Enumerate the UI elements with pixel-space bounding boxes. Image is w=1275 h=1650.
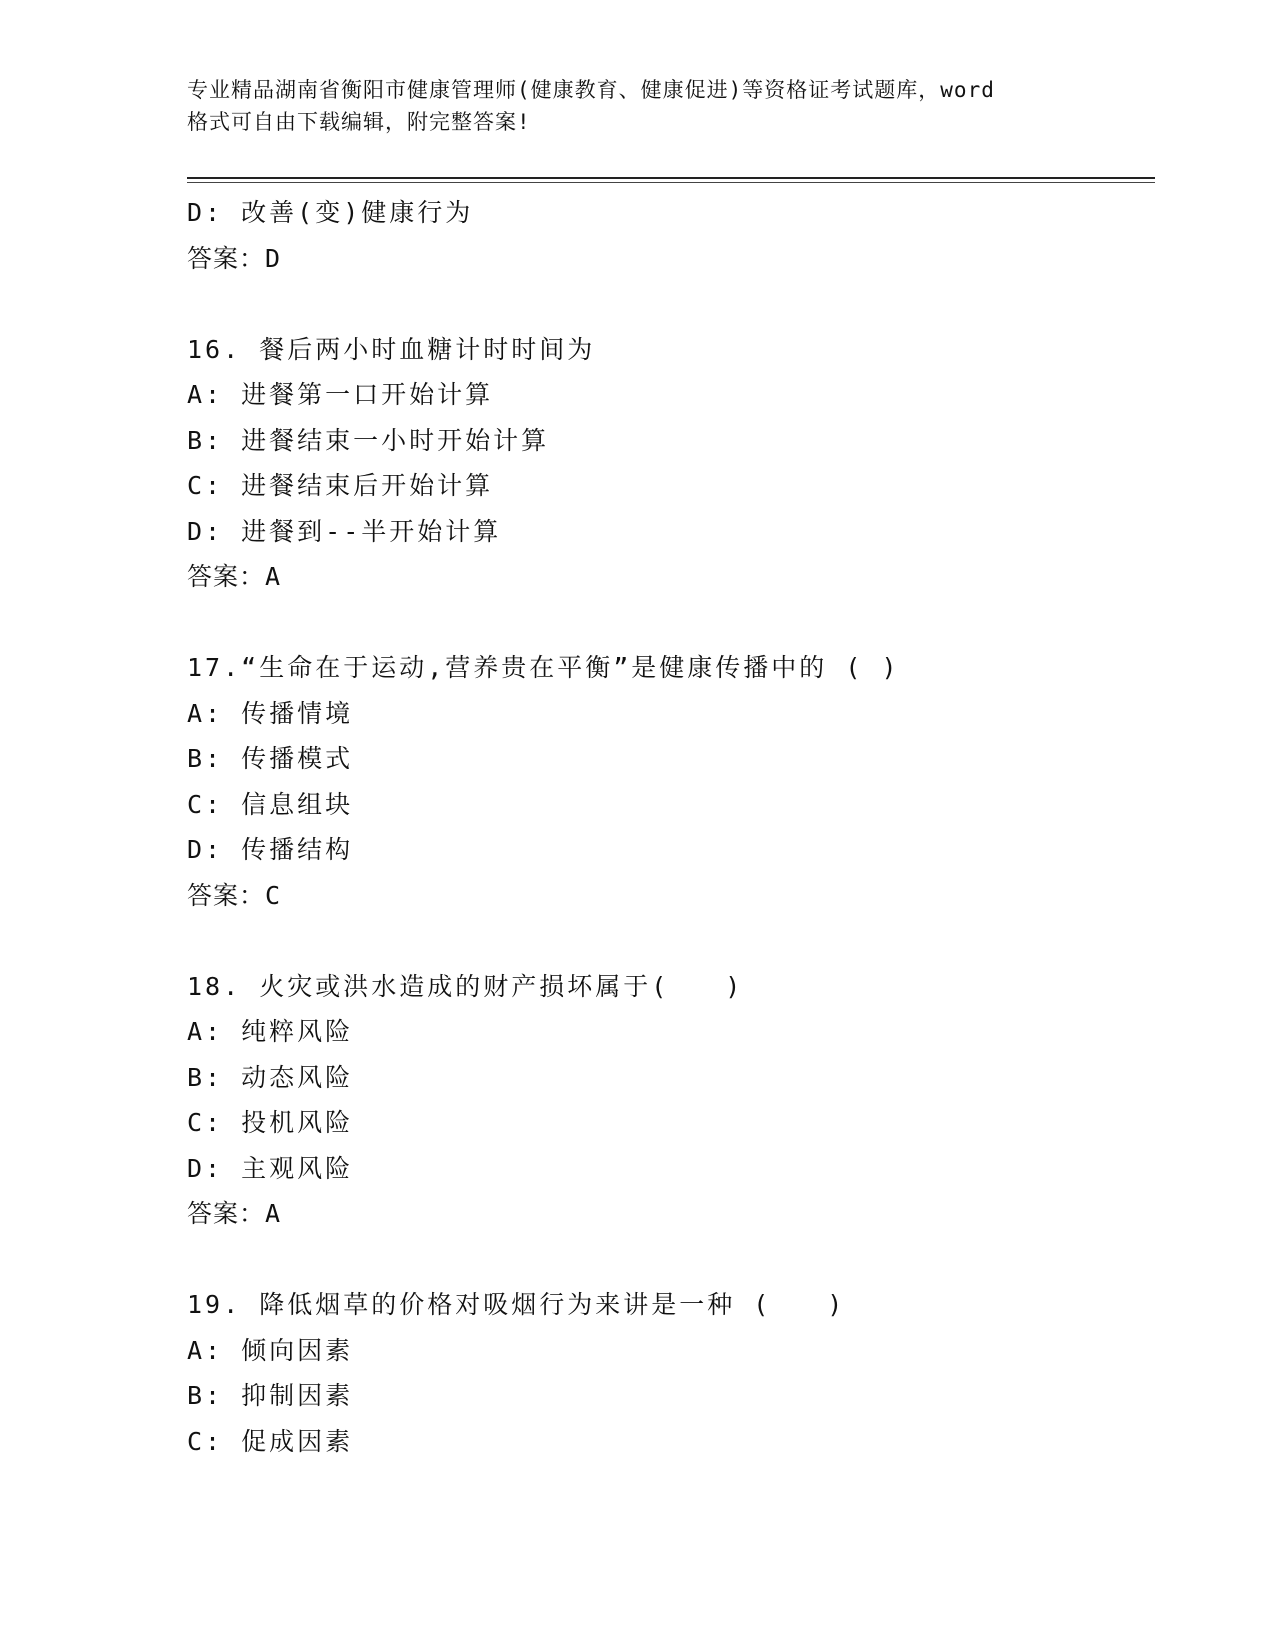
header-line-1: 专业精品湖南省衡阳市健康管理师(健康教育、健康促进)等资格证考试题库，word <box>187 78 995 102</box>
q16-option-a: A: 进餐第一口开始计算 <box>187 380 494 409</box>
spacer <box>187 1237 1155 1283</box>
q16-option-c: C: 进餐结束后开始计算 <box>187 471 494 500</box>
q19-stem: 19. 降低烟草的价格对吸烟行为来讲是一种 ( ) <box>187 1290 846 1319</box>
q16-option-d: D: 进餐到--半开始计算 <box>187 516 502 546</box>
q15-answer-value: D <box>265 243 282 273</box>
q17-answer <box>187 873 1155 919</box>
q18-stem: 18. 火灾或洪水造成的财产损坏属于( ) <box>187 971 744 1001</box>
q18-option-d: D: 主观风险 <box>187 1153 354 1183</box>
q17-option-c: C: 信息组块 <box>187 789 354 819</box>
header-divider-thick <box>187 177 1155 179</box>
q15-answer <box>187 236 1155 282</box>
q15-option-d: D: 改善(变)健康行为 <box>187 198 474 227</box>
q16-option-b: B: 进餐结束一小时开始计算 <box>187 425 550 455</box>
q19-option-c: C: 促成因素 <box>187 1426 354 1456</box>
question-list <box>187 190 1155 1464</box>
spacer <box>187 600 1155 646</box>
q19-option-a: A: 倾向因素 <box>187 1335 354 1365</box>
q17-answer-label: 答案： <box>187 880 266 910</box>
q17-option-b: B: 传播模式 <box>187 744 354 773</box>
q17-option-d: D: 传播结构 <box>187 835 354 864</box>
q17-option-a: A: 传播情境 <box>187 698 354 728</box>
q16-stem: 16. 餐后两小时血糖计时时间为 <box>187 334 596 364</box>
q19-option-b: B: 抑制因素 <box>187 1381 354 1410</box>
q17-stem: 17.“生命在于运动,营养贵在平衡”是健康传播中的 ( ) <box>187 653 900 682</box>
q18-answer-label: 答案： <box>187 1199 266 1228</box>
q16-answer-value: A <box>265 562 282 591</box>
q18-option-c: C: 投机风险 <box>187 1108 354 1137</box>
q18-answer-value: A <box>265 1199 282 1228</box>
q18-answer <box>187 1191 1155 1237</box>
q15-answer-label: 答案： <box>187 243 266 273</box>
q16-answer-label: 答案： <box>187 562 266 591</box>
q16-answer <box>187 554 1155 600</box>
q17-answer-value: C <box>265 880 282 910</box>
spacer <box>187 281 1155 327</box>
q18-option-b: B: 动态风险 <box>187 1062 354 1092</box>
document-header <box>187 74 1087 138</box>
header-divider-thin <box>187 182 1155 183</box>
header-line-2: 格式可自由下载编辑，附完整答案! <box>187 110 531 134</box>
spacer <box>187 918 1155 964</box>
q18-option-a: A: 纯粹风险 <box>187 1017 354 1046</box>
